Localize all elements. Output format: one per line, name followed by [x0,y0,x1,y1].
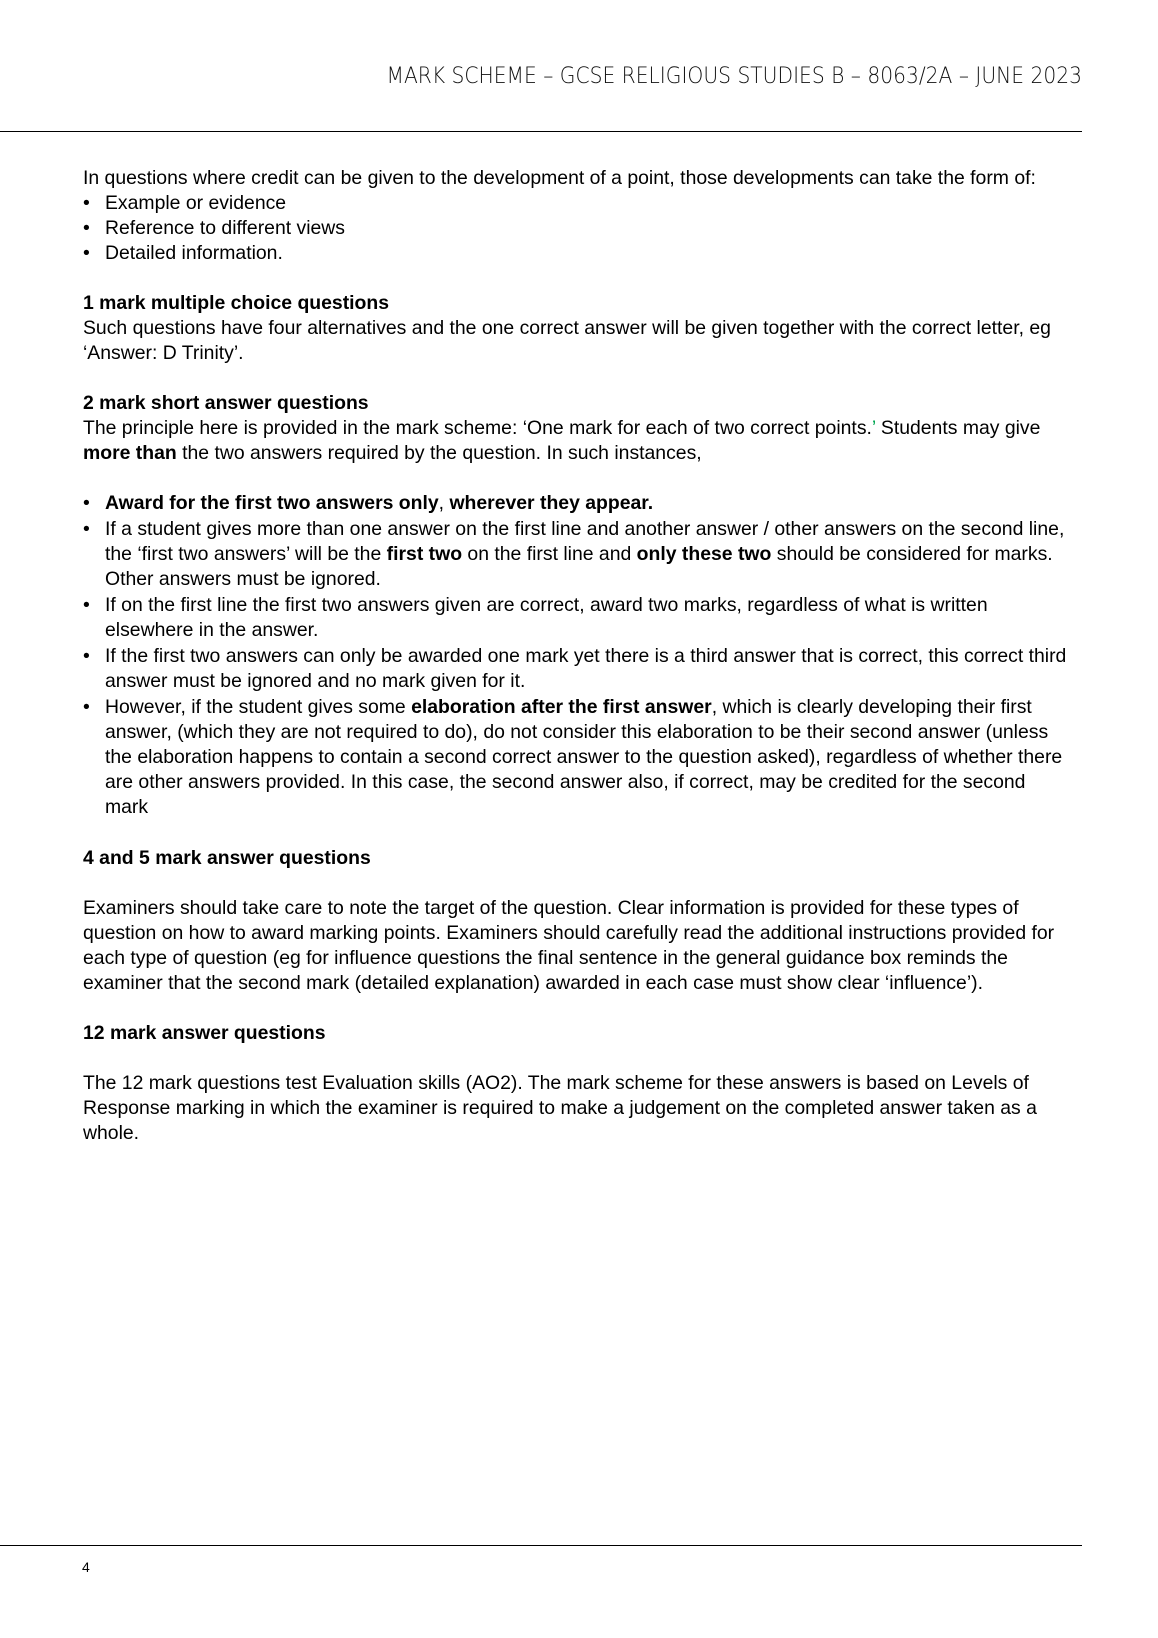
section-heading-mcq: 1 mark multiple choice questions [83,292,390,314]
list-item: • If on the first line the first two answers given are correct, award two marks, regardless of what is written elsewhere in the answer. [83,593,1073,643]
section-heading-4-5-mark: 4 and 5 mark answer questions [83,847,371,869]
list-item: • Example or evidence [83,191,1073,216]
list-item: • If a student gives more than one answer on the first line and another answer / other answers on the second line, the ‘first two answers’ will be the first two on the first line and only these two should be considered for marks. Other answers must be ignored. [83,517,1073,592]
list-item: • Reference to different views [83,216,1073,241]
4-5-mark-paragraph: Examiners should take care to note the target of the question. Clear information is provided for these types of question on how to award marking points. Examiners should carefully read the additional instructions provided for each type of question (eg for influence questions the final sentence in the general guidance box reminds the examiner that the second mark (detailed explanation) awarded in each case must show clear ‘influence’). [83,897,1055,994]
list-item: • If the first two answers can only be awarded one mark yet there is a third answer that is correct, this correct third answer must be ignored and no mark given for it. [83,644,1073,694]
list-item: • However, if the student gives some elaboration after the first answer, which is clearly developing their first answer, (which they are not required to do), do not consider this elaboration to be their second answer (unless the elaboration happens to contain a second correct answer to the question asked), regardless of whether there are other answers provided. In this case, the second answer also, if correct, may be credited for the second mark [83,695,1073,820]
list-item: • Award for the first two answers only, wherever they appear. [83,491,1073,516]
page-number: 4 [82,1559,90,1575]
footer-rule [0,1545,1082,1546]
intro-paragraph: In questions where credit can be given to the development of a point, those developments can take the form of: [83,167,1036,189]
section-heading-12-mark: 12 mark answer questions [83,1022,326,1044]
section-heading-short-answer: 2 mark short answer questions [83,392,369,414]
intro-bullet-list [83,191,1073,266]
document-body [83,166,1073,1146]
12-mark-paragraph: The 12 mark questions test Evaluation skills (AO2). The mark scheme for these answers is based on Levels of Response marking in which the examiner is required to make a judgement on the completed answer taken as a whole. [83,1072,1037,1144]
short-answer-rules-list [83,491,1073,820]
green-quote-mark: ’ [871,417,876,439]
list-item: • Detailed information. [83,241,1073,266]
header-rule [0,131,1082,132]
mcq-paragraph: Such questions have four alternatives and the one correct answer will be given together with the correct letter, eg ‘Answer: D Trinity’. [83,317,1051,364]
page-header-title: MARK SCHEME – GCSE RELIGIOUS STUDIES B – 8063/2A – JUNE 2023 [386,64,1082,89]
short-answer-paragraph: The principle here is provided in the mark scheme: ‘One mark for each of two correct points.’ Students may give more than the two answers required by the question. In such instances, [83,417,1041,464]
